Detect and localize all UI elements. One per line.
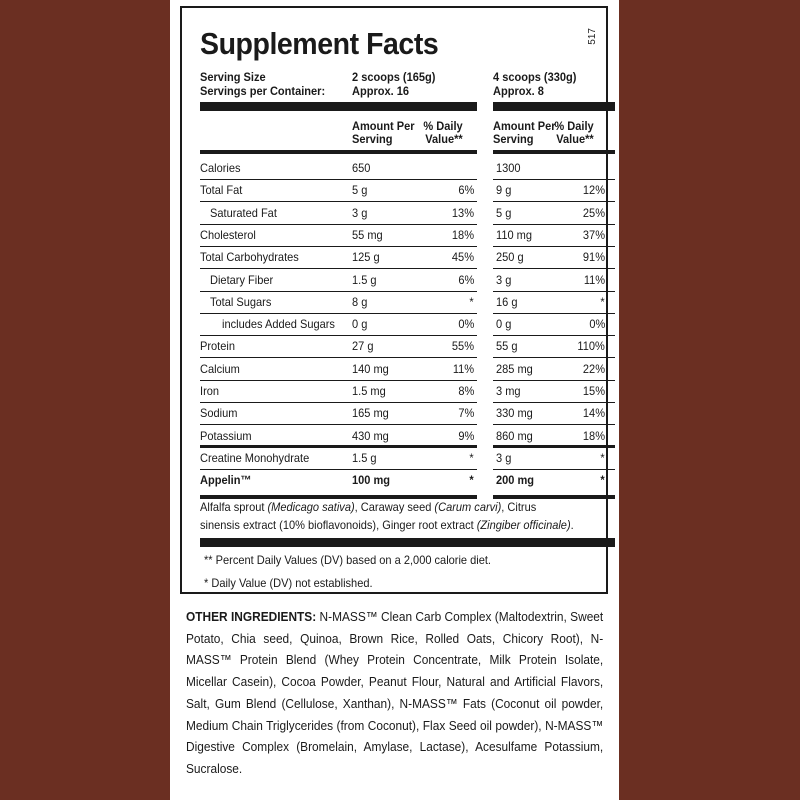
other-ingredients-text: N-MASS™ Clean Carb Complex (Maltodextrin, Sweet Potato, Chia seed, Quinoa, Brown Rice, Rolled Oats, Chicory Root), N-MASS™ Protein Blend (Whey Protein Concentrate, Milk Protein Isolate, Micellar Casein), Cocoa Powder, Peanut Flour, Natural and Artificial Flavors, Salt, Gum Blend (Cellulose, Xanthan), N-MASS™ Fats (Coconut oil powder, Medium Chain Triglycerides (from Coconut), Flax Seed oil powder), N-MASS™ Digestive Complex (Bromelain, Amylase, Lactase), Acesulfame Potassium, Sucralose. xyxy=(186,609,604,776)
nutrient-name: Calcium xyxy=(200,361,240,376)
dv-col1: 8% xyxy=(458,384,474,398)
dv-col1: 6% xyxy=(458,183,474,198)
dv-col1: * xyxy=(469,473,474,488)
amount-col1: 0 g xyxy=(352,317,368,332)
nutrient-name: Calories xyxy=(200,161,241,175)
dv-col1: 11% xyxy=(452,361,474,376)
amount-col2: 250 g xyxy=(496,250,524,265)
table-row xyxy=(200,314,615,336)
dv-col2: 110% xyxy=(577,339,605,354)
divider-medium xyxy=(200,150,477,154)
nutrient-name: includes Added Sugars xyxy=(222,317,335,332)
dv-col2: 15% xyxy=(582,384,605,398)
dv-col2: * xyxy=(600,450,605,465)
amount-col2: 860 mg xyxy=(496,428,533,443)
table-row xyxy=(200,336,615,358)
servings-col1: Approx. 16 xyxy=(352,84,410,98)
dv-col2: 0% xyxy=(589,317,605,332)
serving-size-col2: 4 scoops (330g) xyxy=(493,70,577,84)
dv-col1: 0% xyxy=(458,317,474,332)
table-row xyxy=(200,381,615,403)
amount-col2: 110 mg xyxy=(496,227,533,242)
servings-col2: Approx. 8 xyxy=(493,84,544,98)
table-row xyxy=(200,426,615,448)
nutrient-name: Sodium xyxy=(200,406,238,421)
amount-col2: 1300 xyxy=(496,161,521,175)
dv-col2: * xyxy=(600,294,605,309)
table-row xyxy=(200,292,615,314)
nutrient-name: Total Sugars xyxy=(210,294,272,309)
amount-col1: 100 mg xyxy=(352,473,391,488)
dv-col1: 45% xyxy=(451,250,474,265)
other-ingredients xyxy=(186,606,603,780)
amount-col1: 430 mg xyxy=(352,428,389,443)
amount-col2: 3 g xyxy=(496,272,512,287)
dv-col1: * xyxy=(469,294,474,309)
amount-col1: 3 g xyxy=(352,205,368,220)
nutrient-name: Creatine Monohydrate xyxy=(200,450,310,465)
nutrient-name: Total Carbohydrates xyxy=(200,250,299,265)
dv-col2: 18% xyxy=(582,428,605,443)
dv-footnote: ** Percent Daily Values (DV) based on a 2,000 calorie diet. xyxy=(204,553,491,567)
amount-col1: 650 xyxy=(352,161,371,175)
amount-header-col1: Amount Per Serving xyxy=(352,119,415,146)
divider-thick xyxy=(493,102,615,111)
table-row xyxy=(200,180,615,202)
amount-col1: 165 mg xyxy=(352,406,389,421)
dv-col1: 6% xyxy=(458,272,474,287)
table-row xyxy=(200,470,615,492)
table-row xyxy=(200,203,615,225)
amount-col2: 200 mg xyxy=(496,473,535,488)
amount-col1: 1.5 g xyxy=(352,450,377,465)
amount-col2: 5 g xyxy=(496,205,512,220)
servings-per-container-label: Servings per Container: xyxy=(200,84,326,98)
dv-col2: * xyxy=(600,473,605,488)
dv-header-col2: % Daily Value** xyxy=(554,119,594,146)
table-row xyxy=(200,247,615,269)
divider-medium xyxy=(493,150,615,154)
amount-header-col2: Amount Per Serving xyxy=(493,119,556,146)
amount-col1: 8 g xyxy=(352,294,368,309)
star-footnote: * Daily Value (DV) not established. xyxy=(204,576,373,590)
dv-col2: 25% xyxy=(582,205,605,220)
table-row xyxy=(200,158,615,180)
amount-col1: 55 mg xyxy=(352,227,383,242)
table-row xyxy=(200,270,615,292)
divider-thick xyxy=(200,538,615,547)
blend-ingredients: Alfalfa sprout (Medicago sativa), Caraway seed (Carum carvi), Citrus sinensis extract (10% bioflavonoids), Ginger root extract (Zingiber officinale). xyxy=(200,500,574,532)
dv-col2: 37% xyxy=(582,227,605,242)
amount-col1: 140 mg xyxy=(352,361,389,376)
nutrient-name: Dietary Fiber xyxy=(210,272,274,287)
page-title: Supplement Facts xyxy=(200,26,439,61)
dv-col2: 11% xyxy=(583,272,605,287)
table-row xyxy=(200,448,615,470)
dv-col2: 22% xyxy=(582,361,605,376)
serving-size-label: Serving Size xyxy=(200,70,266,84)
amount-col1: 1.5 mg xyxy=(352,384,386,398)
supplement-facts-box xyxy=(180,6,608,594)
dv-col1: 55% xyxy=(451,339,474,354)
dv-col1: * xyxy=(469,450,474,465)
amount-col1: 1.5 g xyxy=(352,272,377,287)
amount-col2: 55 g xyxy=(496,339,518,354)
divider-thick xyxy=(200,102,477,111)
nutrient-name: Protein xyxy=(200,339,235,354)
amount-col2: 0 g xyxy=(496,317,512,332)
dv-col1: 7% xyxy=(458,406,474,421)
serving-size-col1: 2 scoops (165g) xyxy=(352,70,436,84)
dv-col2: 12% xyxy=(582,183,605,198)
amount-col2: 9 g xyxy=(496,183,512,198)
table-row xyxy=(200,225,615,247)
amount-col2: 3 g xyxy=(496,450,512,465)
other-ingredients-label: OTHER INGREDIENTS: xyxy=(186,609,317,624)
nutrient-name: Total Fat xyxy=(200,183,243,198)
nutrient-name: Saturated Fat xyxy=(210,205,277,220)
amount-col1: 5 g xyxy=(352,183,368,198)
dv-header-col1: % Daily Value** xyxy=(423,119,463,146)
amount-col2: 16 g xyxy=(496,294,518,309)
dv-col1: 9% xyxy=(458,428,474,443)
dv-col2: 14% xyxy=(582,406,605,421)
nutrient-name: Iron xyxy=(200,384,220,398)
label-panel xyxy=(170,0,619,800)
nutrient-name: Appelin™ xyxy=(200,473,252,488)
dv-col1: 13% xyxy=(451,205,474,220)
nutrient-name: Cholesterol xyxy=(200,227,256,242)
dv-col2: 91% xyxy=(582,250,605,265)
label-code: 517 xyxy=(587,28,598,45)
nutrient-name: Potassium xyxy=(200,428,252,443)
amount-col2: 285 mg xyxy=(496,361,533,376)
amount-col1: 27 g xyxy=(352,339,374,354)
amount-col1: 125 g xyxy=(352,250,380,265)
dv-col1: 18% xyxy=(451,227,474,242)
amount-col2: 330 mg xyxy=(496,406,533,421)
table-row xyxy=(200,403,615,425)
table-row xyxy=(200,359,615,381)
amount-col2: 3 mg xyxy=(496,384,521,398)
